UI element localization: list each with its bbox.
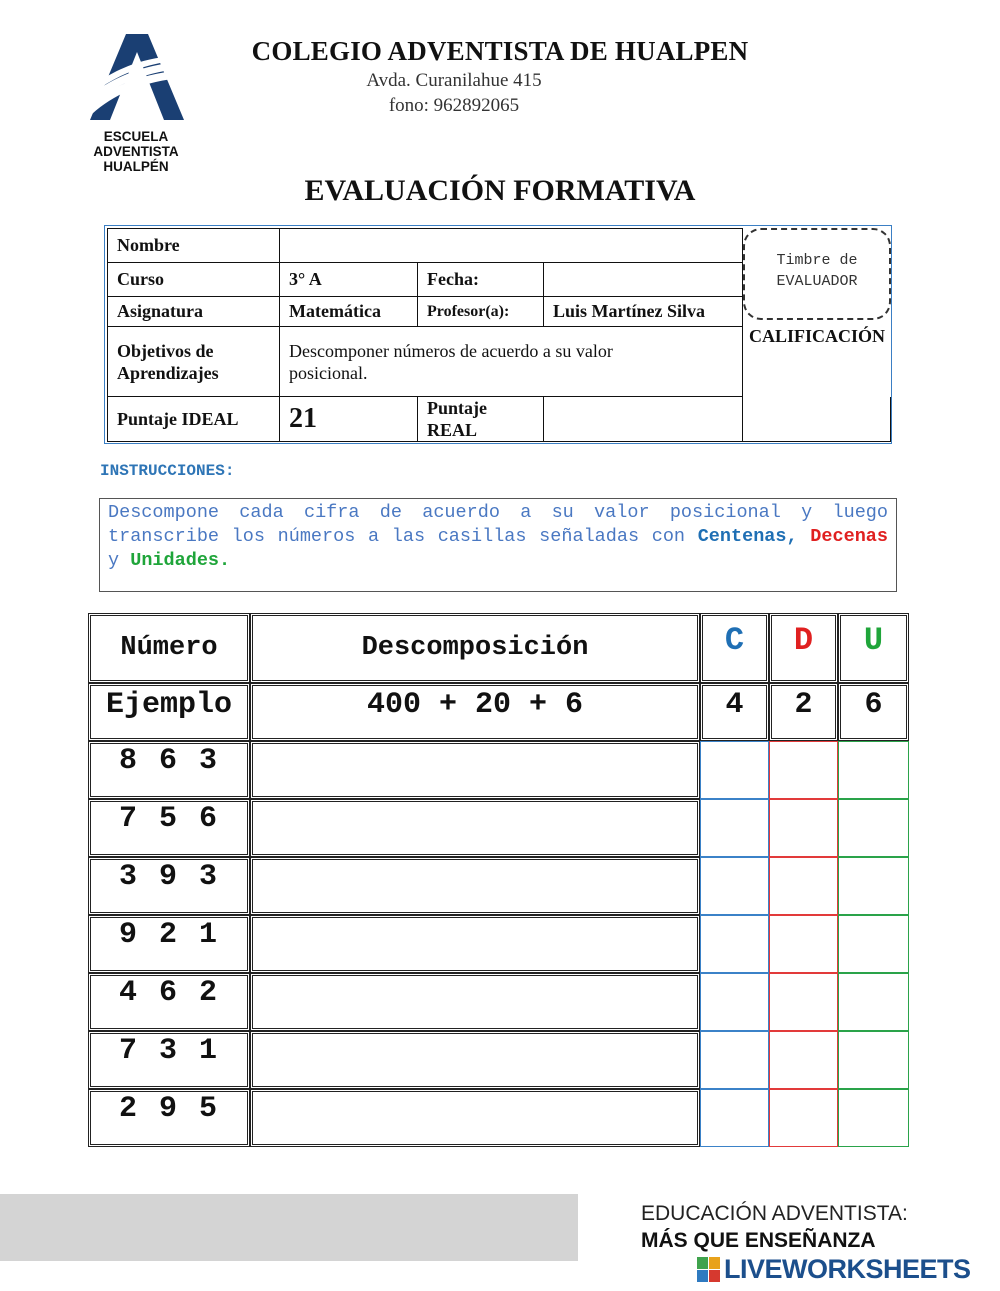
row-7-number: 2 9 5 (88, 1089, 250, 1147)
puntaje-real-label-line2: REAL (427, 420, 478, 440)
puntaje-ideal-value: 21 (280, 397, 418, 442)
logo-line-2: ADVENTISTA (93, 144, 179, 159)
instructions-y: y (108, 550, 131, 571)
instructions-comma: , (786, 526, 798, 547)
puntaje-real-label (418, 397, 544, 442)
row-5-number: 4 6 2 (88, 973, 250, 1031)
school-address: Avda. Curanilahue 415 (366, 70, 542, 91)
curso-label: Curso (107, 263, 280, 297)
centenas-word: Centenas (697, 526, 787, 547)
row-5-u-input[interactable] (838, 973, 909, 1031)
row-6-decomposition-input[interactable] (250, 1031, 700, 1089)
example-decomposition: 400 + 20 + 6 (250, 683, 700, 741)
profesor-label: Profesor(a): (418, 297, 544, 327)
example-label: Ejemplo (88, 683, 250, 741)
objetivos-label-line1: Objetivos de (117, 340, 214, 361)
page-title: EVALUACIÓN FORMATIVA (304, 174, 696, 207)
decenas-word: Decenas (810, 526, 888, 547)
row-4-number: 9 2 1 (88, 915, 250, 973)
logo-line-3: HUALPÉN (103, 159, 169, 174)
example-d: 2 (769, 683, 838, 741)
row-5-d-input[interactable] (769, 973, 838, 1031)
row-3-u-input[interactable] (838, 857, 909, 915)
calificacion-label: CALIFICACIÓN (748, 326, 885, 346)
puntaje-real-label-line1: Puntaje (427, 398, 487, 418)
row-1-u-input[interactable] (838, 741, 909, 799)
header-descomposicion: Descomposición (250, 613, 700, 683)
calificacion-field[interactable] (743, 397, 891, 442)
instructions-label: INSTRUCCIONES: (100, 462, 235, 480)
info-table (104, 225, 892, 444)
row-2-decomposition-input[interactable] (250, 799, 700, 857)
example-c: 4 (700, 683, 769, 741)
header-numero: Número (88, 613, 250, 683)
stamp-line1: Timbre de (776, 252, 858, 269)
footer-line-2: MÁS QUE ENSEÑANZA (641, 1229, 876, 1252)
footer-gray-bar (0, 1194, 578, 1261)
row-1-decomposition-input[interactable] (250, 741, 700, 799)
row-7-d-input[interactable] (769, 1089, 838, 1147)
row-5-decomposition-input[interactable] (250, 973, 700, 1031)
row-1-c-input[interactable] (700, 741, 769, 799)
row-6-c-input[interactable] (700, 1031, 769, 1089)
header-unidades: U (838, 613, 909, 683)
row-7-decomposition-input[interactable] (250, 1089, 700, 1147)
row-3-decomposition-input[interactable] (250, 857, 700, 915)
row-1-d-input[interactable] (769, 741, 838, 799)
header-centenas: C (700, 613, 769, 683)
row-4-c-input[interactable] (700, 915, 769, 973)
evaluator-stamp-box (743, 228, 891, 320)
row-4-d-input[interactable] (769, 915, 838, 973)
profesor-value: Luis Martínez Silva (544, 297, 743, 327)
row-7-c-input[interactable] (700, 1089, 769, 1147)
fecha-field[interactable] (544, 263, 743, 297)
row-1-number: 8 6 3 (88, 741, 250, 799)
row-2-c-input[interactable] (700, 799, 769, 857)
example-u: 6 (838, 683, 909, 741)
unidades-word: Unidades (130, 550, 220, 571)
row-3-number: 3 9 3 (88, 857, 250, 915)
footer-line-1: EDUCACIÓN ADVENTISTA: (641, 1202, 908, 1225)
nombre-field[interactable] (280, 228, 743, 263)
row-2-d-input[interactable] (769, 799, 838, 857)
school-phone: fono: 962892065 (388, 95, 520, 116)
row-2-number: 7 5 6 (88, 799, 250, 857)
asignatura-value: Matemática (280, 297, 418, 327)
objetivos-label (107, 327, 280, 397)
row-6-u-input[interactable] (838, 1031, 909, 1089)
objetivos-label-line2: Aprendizajes (117, 362, 219, 383)
objetivos-value: Descomponer números de acuerdo a su valor posicional. (280, 327, 743, 397)
puntaje-ideal-label: Puntaje IDEAL (107, 397, 280, 442)
instructions-period: . (219, 550, 231, 571)
instructions-text: Descompone cada cifra de acuerdo a su valor posicional y luego transcribe los números a las casillas señaladas con (108, 502, 888, 547)
row-5-c-input[interactable] (700, 973, 769, 1031)
school-name: COLEGIO ADVENTISTA DE HUALPEN (251, 36, 749, 66)
header-decenas: D (769, 613, 838, 683)
liveworksheets-logo-icon (697, 1257, 721, 1283)
row-4-u-input[interactable] (838, 915, 909, 973)
curso-value: 3° A (280, 263, 418, 297)
row-7-u-input[interactable] (838, 1089, 909, 1147)
row-3-c-input[interactable] (700, 857, 769, 915)
instructions-box (99, 498, 897, 592)
nombre-label: Nombre (107, 228, 280, 263)
asignatura-label: Asignatura (107, 297, 280, 327)
decomposition-table (88, 613, 909, 1148)
puntaje-real-field[interactable] (544, 397, 743, 442)
row-3-d-input[interactable] (769, 857, 838, 915)
fecha-label: Fecha: (418, 263, 544, 297)
row-4-decomposition-input[interactable] (250, 915, 700, 973)
row-6-number: 7 3 1 (88, 1031, 250, 1089)
row-2-u-input[interactable] (838, 799, 909, 857)
row-6-d-input[interactable] (769, 1031, 838, 1089)
liveworksheets-brand[interactable]: LIVEWORKSHEETS (724, 1254, 971, 1284)
logo-line-1: ESCUELA (103, 129, 169, 144)
stamp-line2: EVALUADOR (776, 273, 858, 290)
